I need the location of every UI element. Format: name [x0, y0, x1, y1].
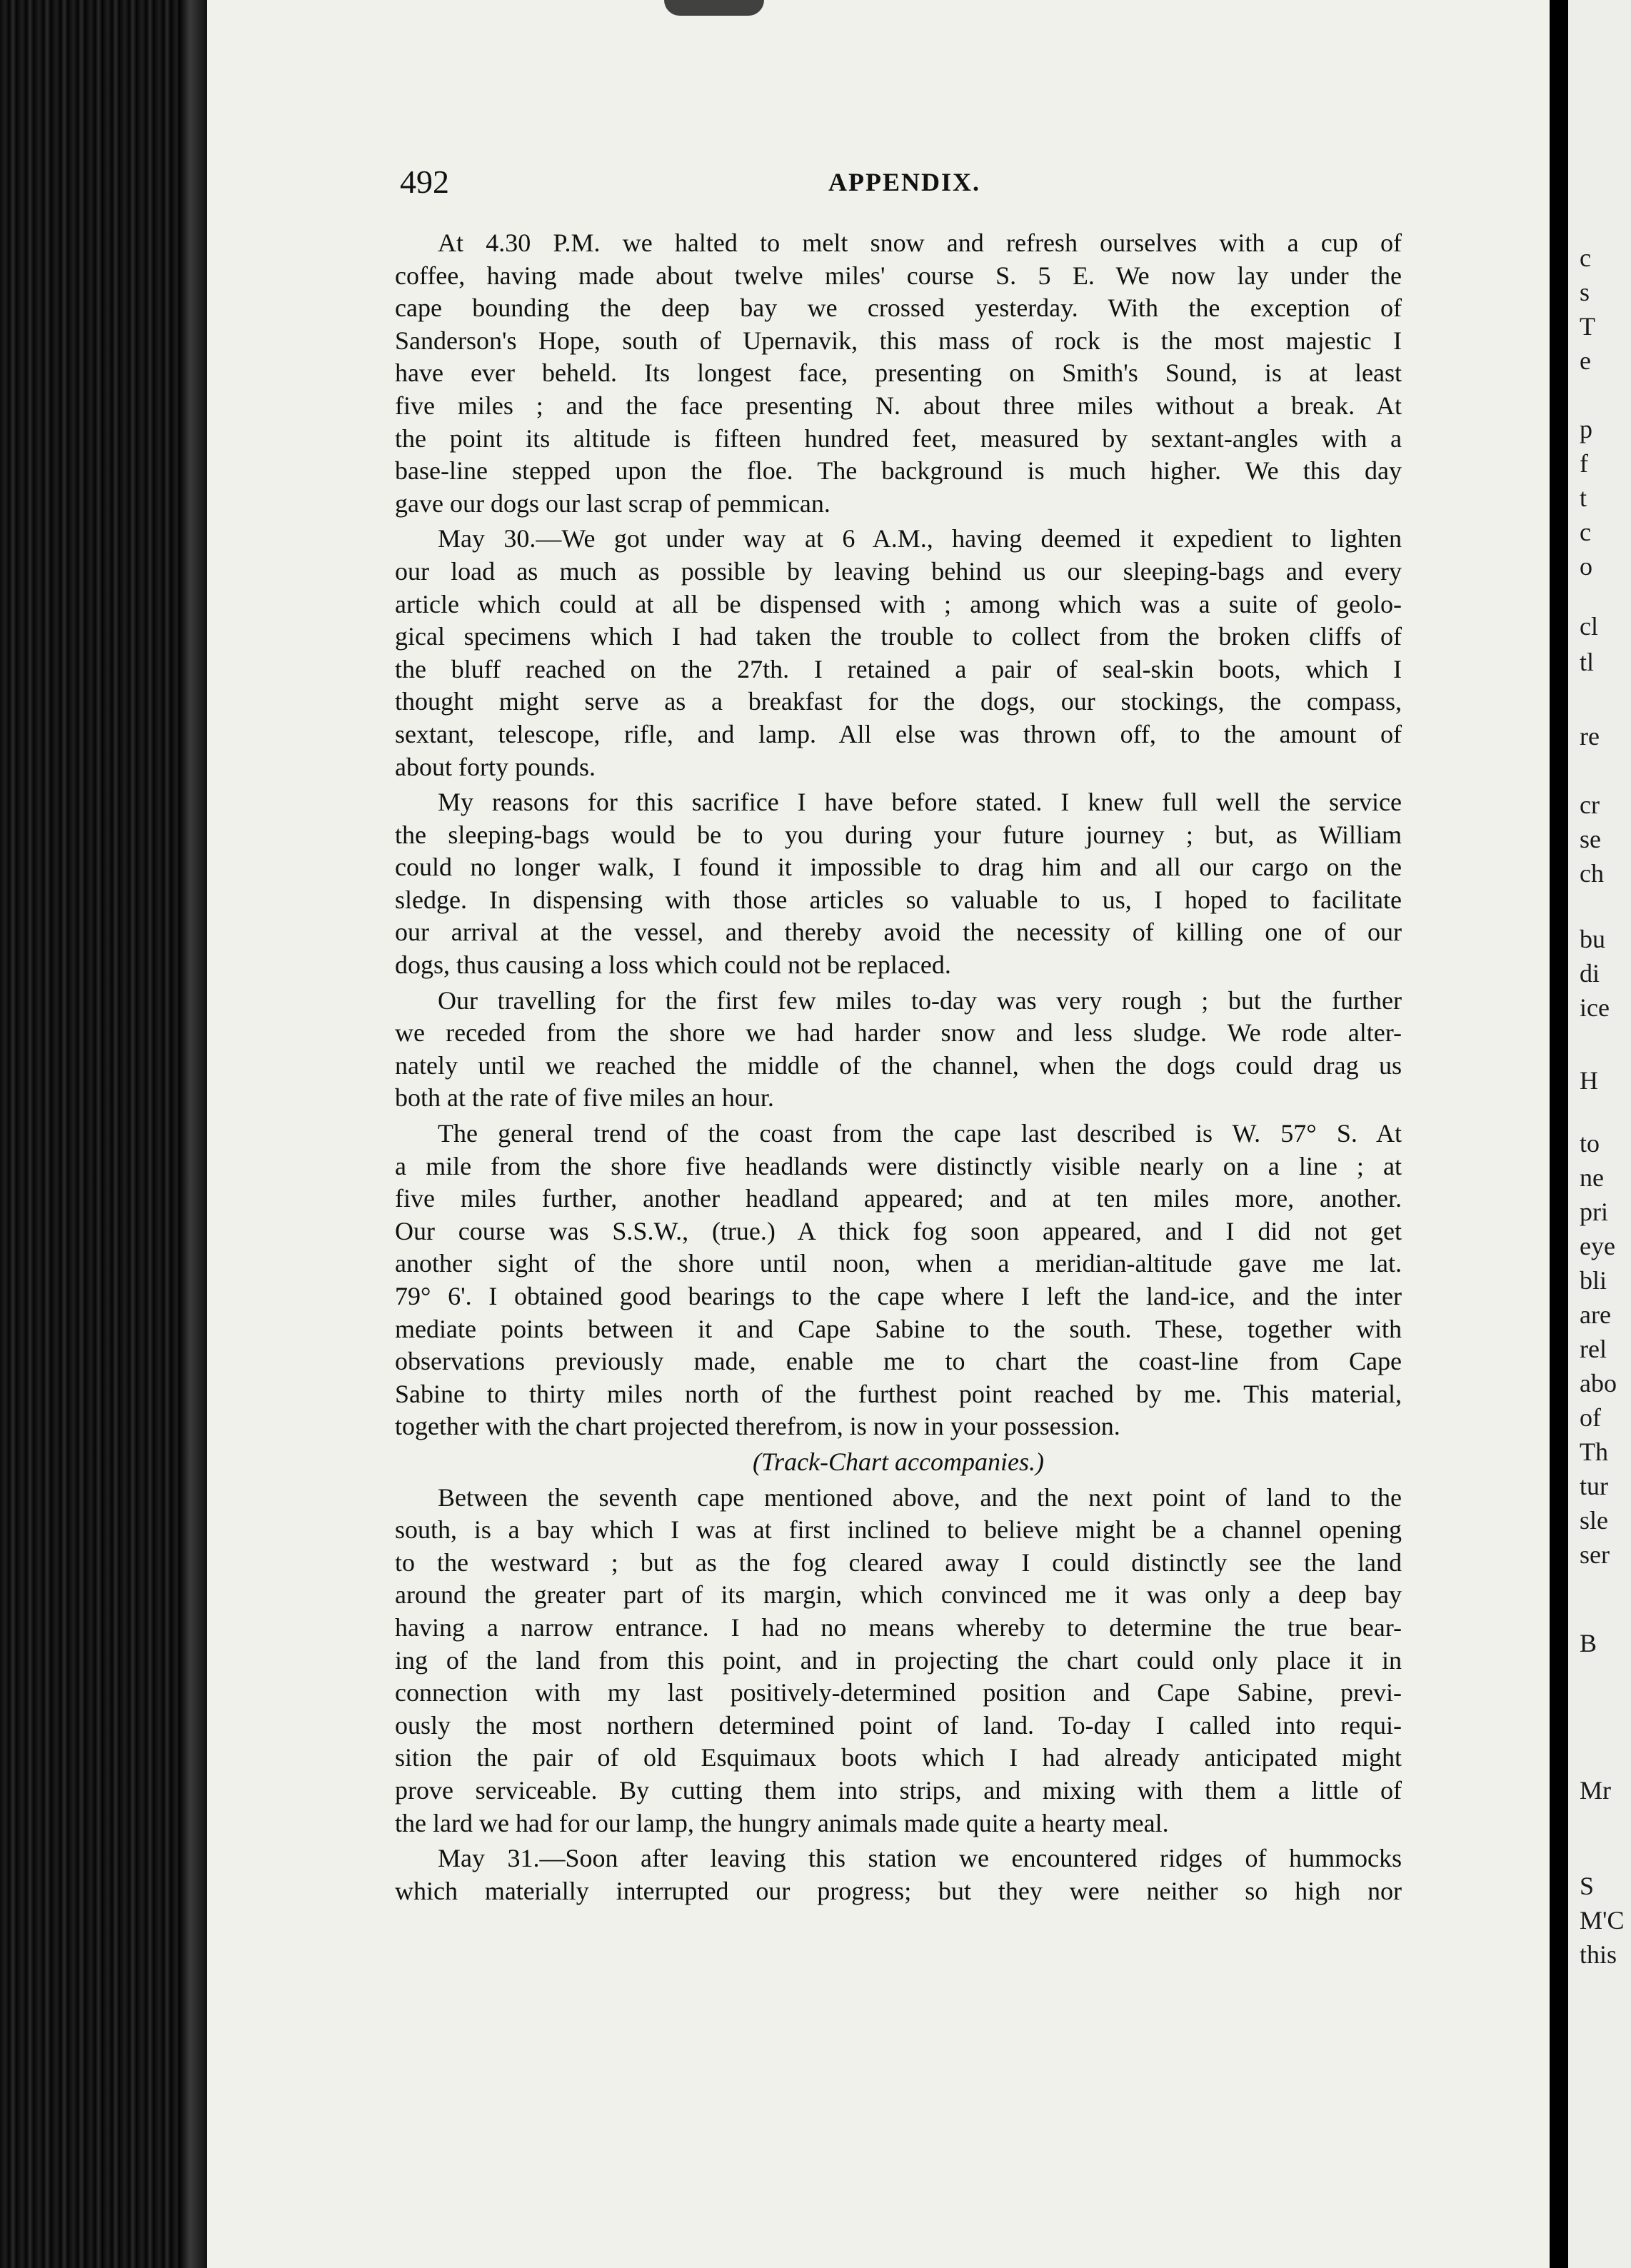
paragraph — [395, 786, 1402, 982]
adjacent-page — [1568, 0, 1631, 2268]
text-line: ously the most northern determined point of land. To-day I called into requi- — [395, 1710, 1402, 1740]
adjacent-page-fragment: to — [1580, 1129, 1600, 1158]
text-line: article which could at all be dispensed with ; among which was a suite of geolo- — [395, 589, 1402, 618]
adjacent-page-fragment: e — [1580, 346, 1591, 375]
text-line: could no longer walk, I found it impossible to drag him and all our cargo on the — [395, 853, 1402, 882]
adjacent-page-fragment: Th — [1580, 1437, 1608, 1466]
adjacent-page-fragment: sle — [1580, 1506, 1608, 1535]
paragraph — [395, 523, 1402, 783]
text-line: sledge. In dispensing with those articles so valuable to us, I hoped to facilitate — [395, 885, 1402, 914]
adjacent-page-fragment: are — [1580, 1300, 1611, 1329]
text-line: another sight of the shore until noon, when a meridian-altitude gave me lat. — [395, 1249, 1402, 1278]
text-line: the bluff reached on the 27th. I retained a pair of seal-skin boots, which I — [395, 654, 1402, 683]
text-line: together with the chart projected therefrom, is now in your possession. — [395, 1412, 1120, 1441]
adjacent-page-fragment: bu — [1580, 925, 1605, 953]
paragraph — [395, 1118, 1402, 1443]
running-head: APPENDIX. — [828, 168, 980, 196]
adjacent-page-fragment: of — [1580, 1403, 1601, 1432]
page-header — [400, 163, 1400, 206]
paragraph — [395, 1482, 1402, 1840]
text-line: both at the rate of five miles an hour. — [395, 1083, 774, 1113]
adjacent-page-fragment: ice — [1580, 993, 1610, 1022]
gutter — [1550, 0, 1568, 2268]
text-line: connection with my last positively-determined position and Cape Sabine, previ- — [395, 1678, 1402, 1707]
text-line: Our course was S.S.W., (true.) A thick fog soon appeared, and I did not get — [395, 1216, 1402, 1245]
binding-edge — [179, 0, 207, 2268]
adjacent-page-fragment: T — [1580, 312, 1595, 341]
text-line: ing of the land from this point, and in projecting the chart could only place it in — [395, 1645, 1402, 1675]
adjacent-page-fragment: o — [1580, 552, 1592, 581]
text-line: dogs, thus causing a loss which could not be replaced. — [395, 950, 951, 980]
adjacent-page-fragment: f — [1580, 449, 1588, 478]
text-line: thought might serve as a breakfast for the dogs, our stockings, the compass, — [395, 687, 1402, 716]
text-line: cape bounding the deep bay we crossed yesterday. With the exception of — [395, 293, 1402, 323]
text-line: five miles further, another headland appeared; and at ten miles more, another. — [395, 1184, 1402, 1213]
text-line: prove serviceable. By cutting them into strips, and mixing with them a little of — [395, 1775, 1402, 1805]
text-line: My reasons for this sacrifice I have before stated. I knew full well the service — [438, 788, 1402, 817]
adjacent-page-fragment: ne — [1580, 1163, 1604, 1192]
adjacent-page-fragment: t — [1580, 483, 1587, 512]
paragraph — [395, 1842, 1402, 1907]
caption-text: (Track-Chart accompanies.) — [753, 1447, 1044, 1476]
adjacent-page-fragment: p — [1580, 415, 1592, 443]
text-line: the point its altitude is fifteen hundred feet, measured by sextant-angles with a — [395, 423, 1402, 453]
paragraph — [395, 1446, 1402, 1479]
text-line: a mile from the shore five headlands were distinctly visible nearly on a line ; at — [395, 1151, 1402, 1180]
text-line: gical specimens which I had taken the trouble to collect from the broken cliffs of — [395, 622, 1402, 651]
text-line: having a narrow entrance. I had no means whereby to determine the true bear- — [395, 1612, 1402, 1642]
adjacent-page-fragment: se — [1580, 825, 1601, 853]
paragraph — [395, 227, 1402, 520]
adjacent-page-fragment: Mr — [1580, 1776, 1611, 1805]
adjacent-page-fragment: eye — [1580, 1232, 1615, 1260]
adjacent-page-fragment: S — [1580, 1872, 1595, 1900]
adjacent-page-fragment: this — [1580, 1940, 1617, 1969]
text-line: around the greater part of its margin, which convinced me it was only a deep bay — [395, 1580, 1402, 1610]
book-binding — [0, 0, 207, 2268]
text-line: the lard we had for our lamp, the hungry animals made quite a hearty meal. — [395, 1808, 1169, 1837]
paragraph — [395, 985, 1402, 1115]
adjacent-page-fragment: H — [1580, 1066, 1598, 1095]
text-line: our load as much as possible by leaving behind us our sleeping-bags and every — [395, 556, 1402, 586]
adjacent-page-fragment: tur — [1580, 1472, 1608, 1500]
adjacent-page-fragment: bli — [1580, 1266, 1607, 1295]
text-line: May 31.—Soon after leaving this station we encountered ridges of hummocks — [438, 1844, 1402, 1873]
adjacent-page-fragment: M'C — [1580, 1906, 1625, 1935]
adjacent-page-fragment: ser — [1580, 1540, 1610, 1569]
text-line: 79° 6'. I obtained good bearings to the cape where I left the land-ice, and the inter — [395, 1282, 1402, 1310]
text-line: The general trend of the coast from the cape last described is W. 57° S. At — [438, 1119, 1402, 1148]
text-line: At 4.30 P.M. we halted to melt snow and refresh ourselves with a cup of — [438, 229, 1402, 257]
text-line: to the westward ; but as the fog cleared away I could distinctly see the land — [395, 1547, 1402, 1577]
adjacent-page-fragment: pri — [1580, 1198, 1608, 1226]
adjacent-page-fragment: rel — [1580, 1335, 1607, 1363]
text-line: nately until we reached the middle of the channel, when the dogs could drag us — [395, 1050, 1402, 1080]
text-line: May 30.—We got under way at 6 A.M., having deemed it expedient to lighten — [438, 524, 1402, 553]
text-line — [395, 1446, 1402, 1479]
text-line: Sanderson's Hope, south of Upernavik, this mass of rock is the most majestic I — [395, 326, 1402, 355]
page-number: 492 — [400, 164, 449, 200]
text-line: Between the seventh cape mentioned above, and the next point of land to the — [438, 1482, 1402, 1512]
text-line: which materially interrupted our progress; but they were neither so high nor — [395, 1876, 1402, 1905]
text-line: have ever beheld. Its longest face, presenting on Smith's Sound, is at least — [395, 358, 1402, 388]
text-line: we receded from the shore we had harder snow and less sludge. We rode alter- — [395, 1018, 1402, 1048]
text-line: about forty pounds. — [395, 752, 596, 781]
text-line: observations previously made, enable me to chart the coast-line from Cape — [395, 1347, 1402, 1376]
text-line: the sleeping-bags would be to you during your future journey ; but, as William — [395, 820, 1402, 849]
text-line: sition the pair of old Esquimaux boots which I had already anticipated might — [395, 1743, 1402, 1772]
paragraph-gap — [395, 1907, 1402, 1910]
text-line: sextant, telescope, rifle, and lamp. All else was thrown off, to the amount of — [395, 719, 1402, 748]
text-line: our arrival at the vessel, and thereby avoid the necessity of killing one of our — [395, 918, 1402, 947]
adjacent-page-fragment: re — [1580, 722, 1600, 751]
body-text — [395, 227, 1402, 1910]
adjacent-page-fragment: s — [1580, 278, 1590, 306]
text-line: base-line stepped upon the floe. The background is much higher. We this day — [395, 456, 1402, 486]
adjacent-page-fragment: ch — [1580, 859, 1604, 888]
adjacent-page-fragment: c — [1580, 518, 1591, 546]
text-line: Our travelling for the first few miles to-day was very rough ; but the further — [438, 985, 1402, 1015]
adjacent-page-fragment: tl — [1580, 648, 1595, 676]
text-line: gave our dogs our last scrap of pemmican. — [395, 488, 830, 518]
adjacent-page-fragment: di — [1580, 959, 1600, 988]
text-line: five miles ; and the face presenting N. about three miles without a break. At — [395, 391, 1402, 420]
text-line: mediate points between it and Cape Sabine to the south. These, together with — [395, 1314, 1402, 1343]
adjacent-page-fragment: c — [1580, 244, 1591, 272]
adjacent-page-fragment: abo — [1580, 1369, 1617, 1398]
adjacent-page-fragment: cr — [1580, 791, 1600, 819]
text-line: south, is a bay which I was at first inclined to believe might be a channel opening — [395, 1515, 1402, 1545]
text-line: Sabine to thirty miles north of the furthest point reached by me. This material, — [395, 1379, 1402, 1408]
ink-blot — [664, 0, 764, 16]
adjacent-page-fragment: B — [1580, 1629, 1597, 1657]
text-line: coffee, having made about twelve miles' course S. 5 E. We now lay under the — [395, 261, 1402, 290]
adjacent-page-fragment: cl — [1580, 612, 1598, 641]
